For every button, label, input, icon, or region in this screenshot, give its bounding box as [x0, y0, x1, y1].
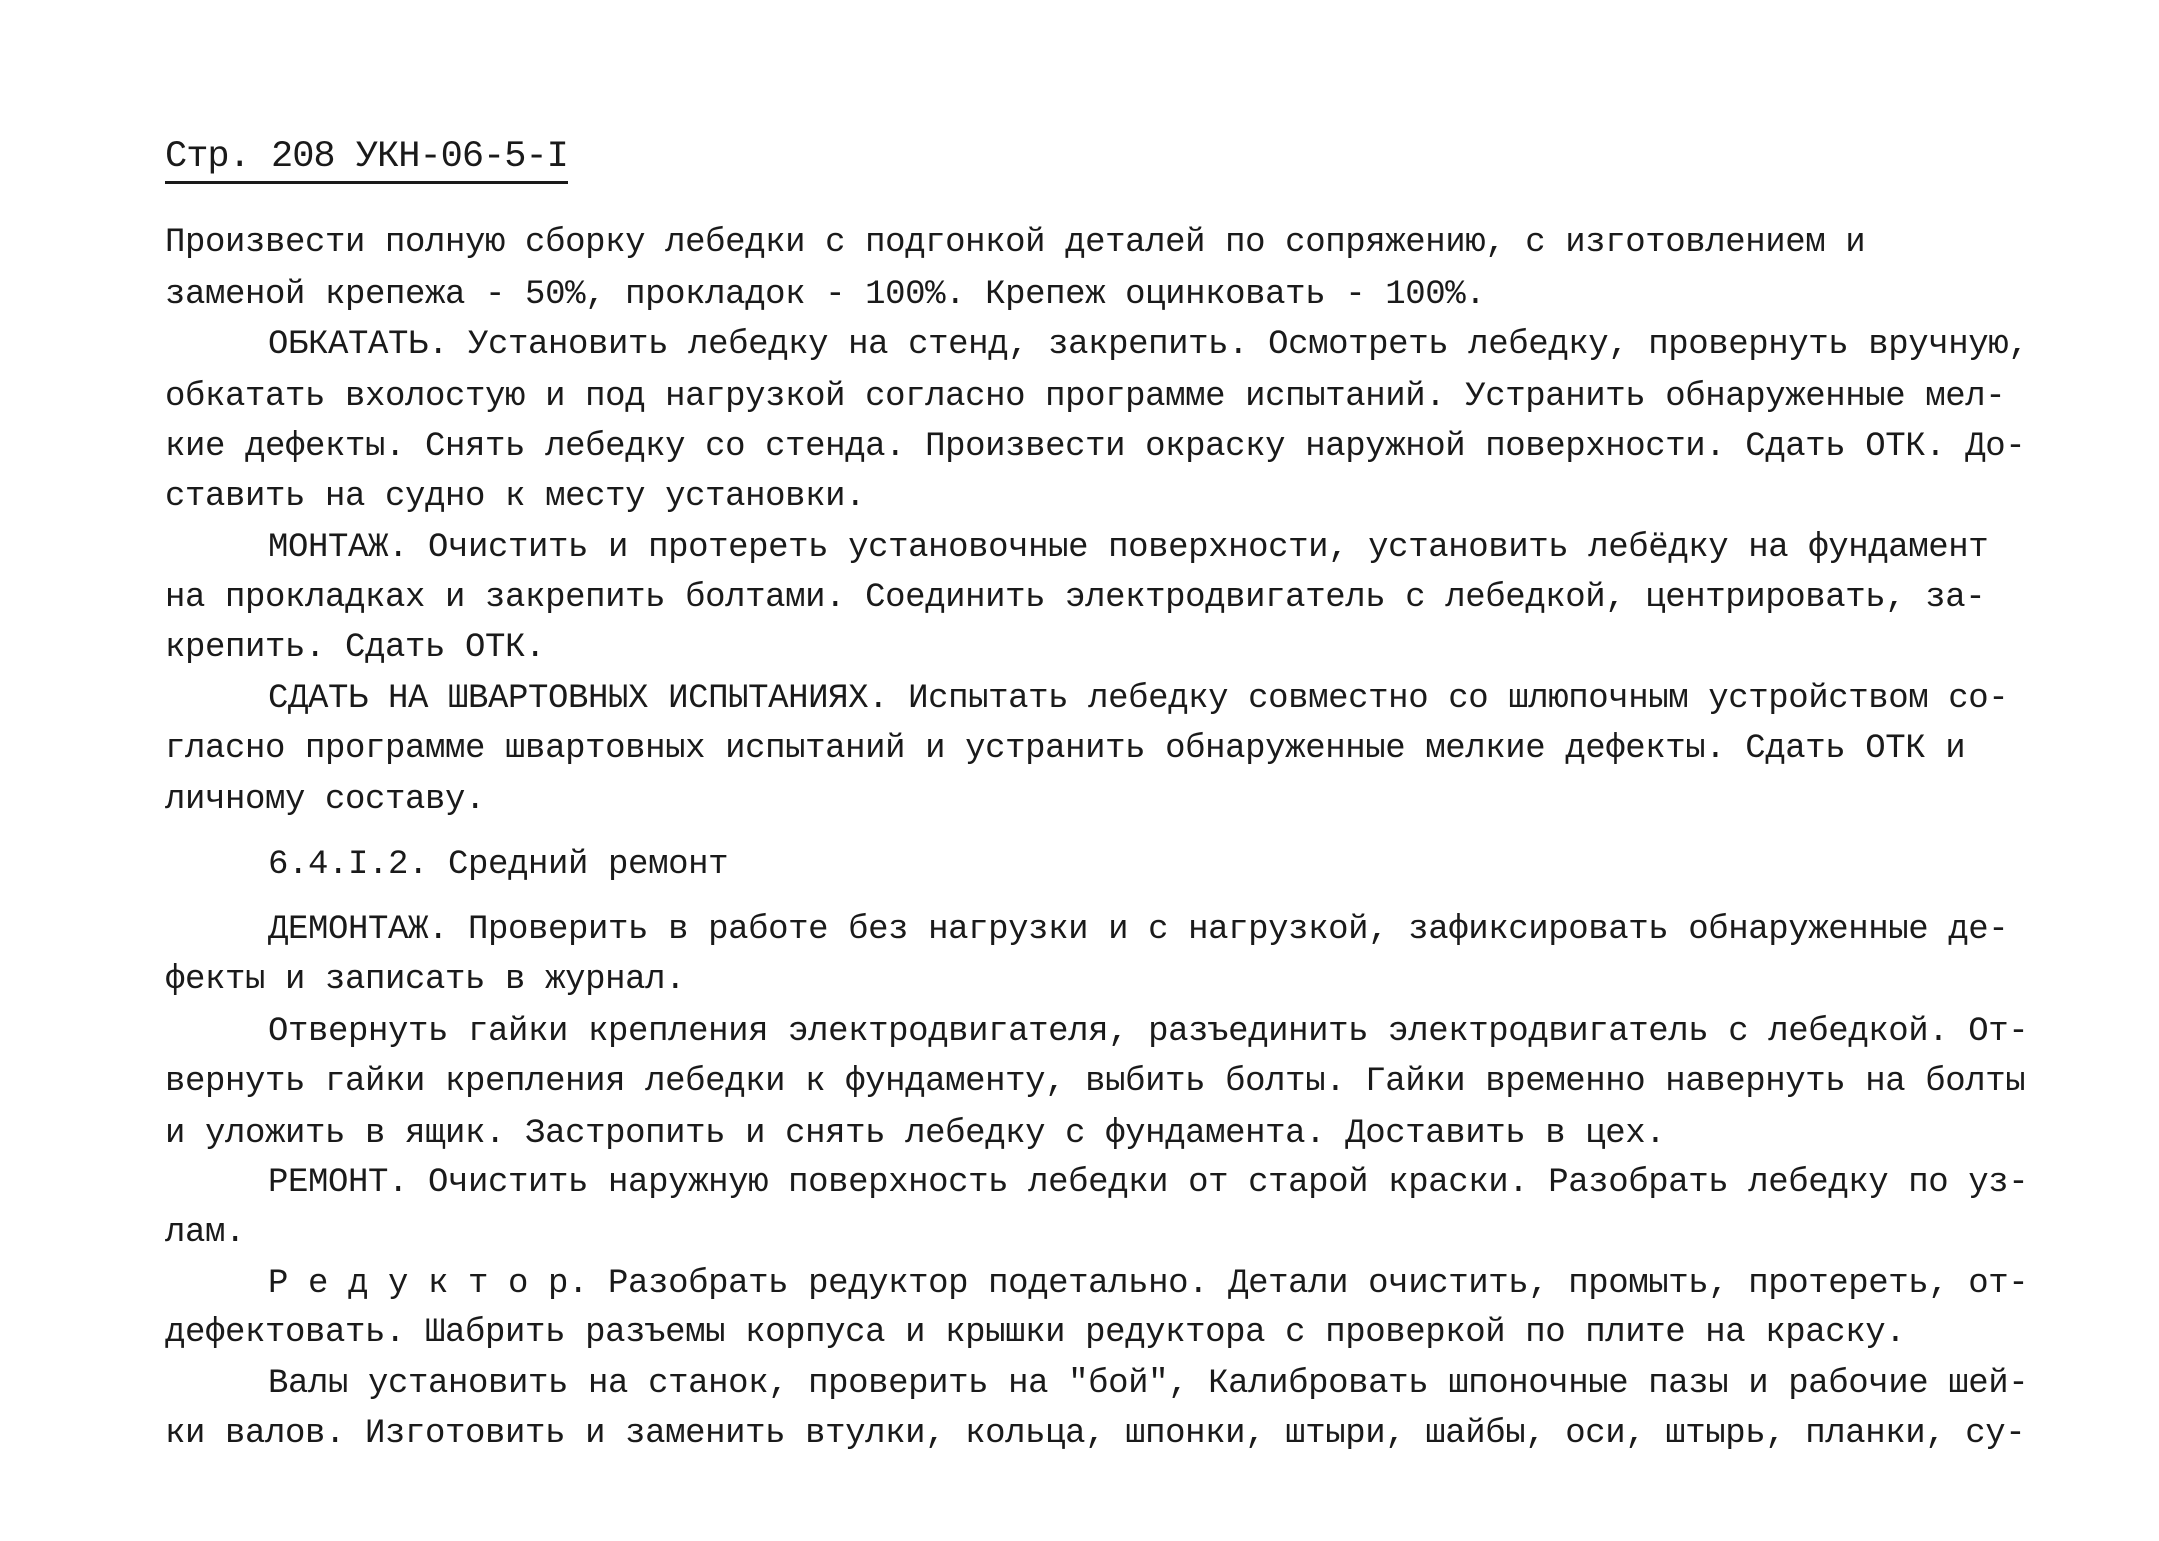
- text-line: гласно программе швартовных испытаний и устранить обнаруженные мелкие дефекты. Сдать ОТК и: [165, 730, 1966, 768]
- text-line: РЕМОНТ. Очистить наружную поверхность лебедки от старой краски. Разобрать лебедку по уз-: [268, 1164, 2029, 1202]
- section-heading: 6.4.I.2. Средний ремонт: [268, 846, 729, 884]
- text-line: ОБКАТАТЬ. Установить лебедку на стенд, закрепить. Осмотреть лебедку, провернуть вручную,: [268, 326, 2029, 364]
- text-line: ДЕМОНТАЖ. Проверить в работе без нагрузки и с нагрузкой, зафиксировать обнаруженные де-: [268, 911, 2009, 949]
- text-line: и уложить в ящик. Застропить и снять лебедку с фундамента. Доставить в цех.: [165, 1115, 1666, 1153]
- text-line: Отвернуть гайки крепления электродвигателя, разъединить электродвигатель с лебедкой. От-: [268, 1013, 2029, 1051]
- text-line: фекты и записать в журнал.: [165, 961, 686, 999]
- page-header: Стр. 208 УКН-06-5-I: [165, 134, 568, 184]
- text-line: СДАТЬ НА ШВАРТОВНЫХ ИСПЫТАНИЯХ. Испытать лебедку совместно со шлюпочным устройством со-: [268, 680, 2009, 718]
- text-line: ки валов. Изготовить и заменить втулки, кольца, шпонки, штыри, шайбы, оси, штырь, планки, су-: [165, 1415, 2026, 1453]
- text-line: на прокладках и закрепить болтами. Соединить электродвигатель с лебедкой, центрировать, за-: [165, 579, 1986, 617]
- text-line: кие дефекты. Снять лебедку со стенда. Произвести окраску наружной поверхности. Сдать ОТК. До-: [165, 428, 2026, 466]
- text-line: Р е д у к т о р. Разобрать редуктор подетально. Детали очистить, промыть, протереть, от-: [268, 1265, 2029, 1303]
- text-line: обкатать вхолостую и под нагрузкой согласно программе испытаний. Устранить обнаруженные мел-: [165, 378, 2006, 416]
- text-line: лам.: [165, 1214, 246, 1252]
- text-line: Валы установить на станок, проверить на "бой", Калибровать шпоночные пазы и рабочие шей-: [268, 1365, 2029, 1403]
- text-line: МОНТАЖ. Очистить и протереть установочные поверхности, установить лебёдку на фундамент: [268, 529, 1989, 567]
- text-line: крепить. Сдать ОТК.: [165, 629, 546, 667]
- text-line: Произвести полную сборку лебедки с подгонкой деталей по сопряжению, с изготовлением и: [165, 224, 1866, 262]
- text-line: личному составу.: [165, 781, 486, 819]
- text-line: вернуть гайки крепления лебедки к фундаменту, выбить болты. Гайки временно навернуть на болты: [165, 1063, 2026, 1101]
- text-line: дефектовать. Шабрить разъемы корпуса и крышки редуктора с проверкой по плите на краску.: [165, 1314, 1906, 1352]
- text-line: заменой крепежа - 50%, прокладок - 100%. Крепеж оцинковать - 100%.: [165, 276, 1486, 314]
- text-line: ставить на судно к месту установки.: [165, 478, 866, 516]
